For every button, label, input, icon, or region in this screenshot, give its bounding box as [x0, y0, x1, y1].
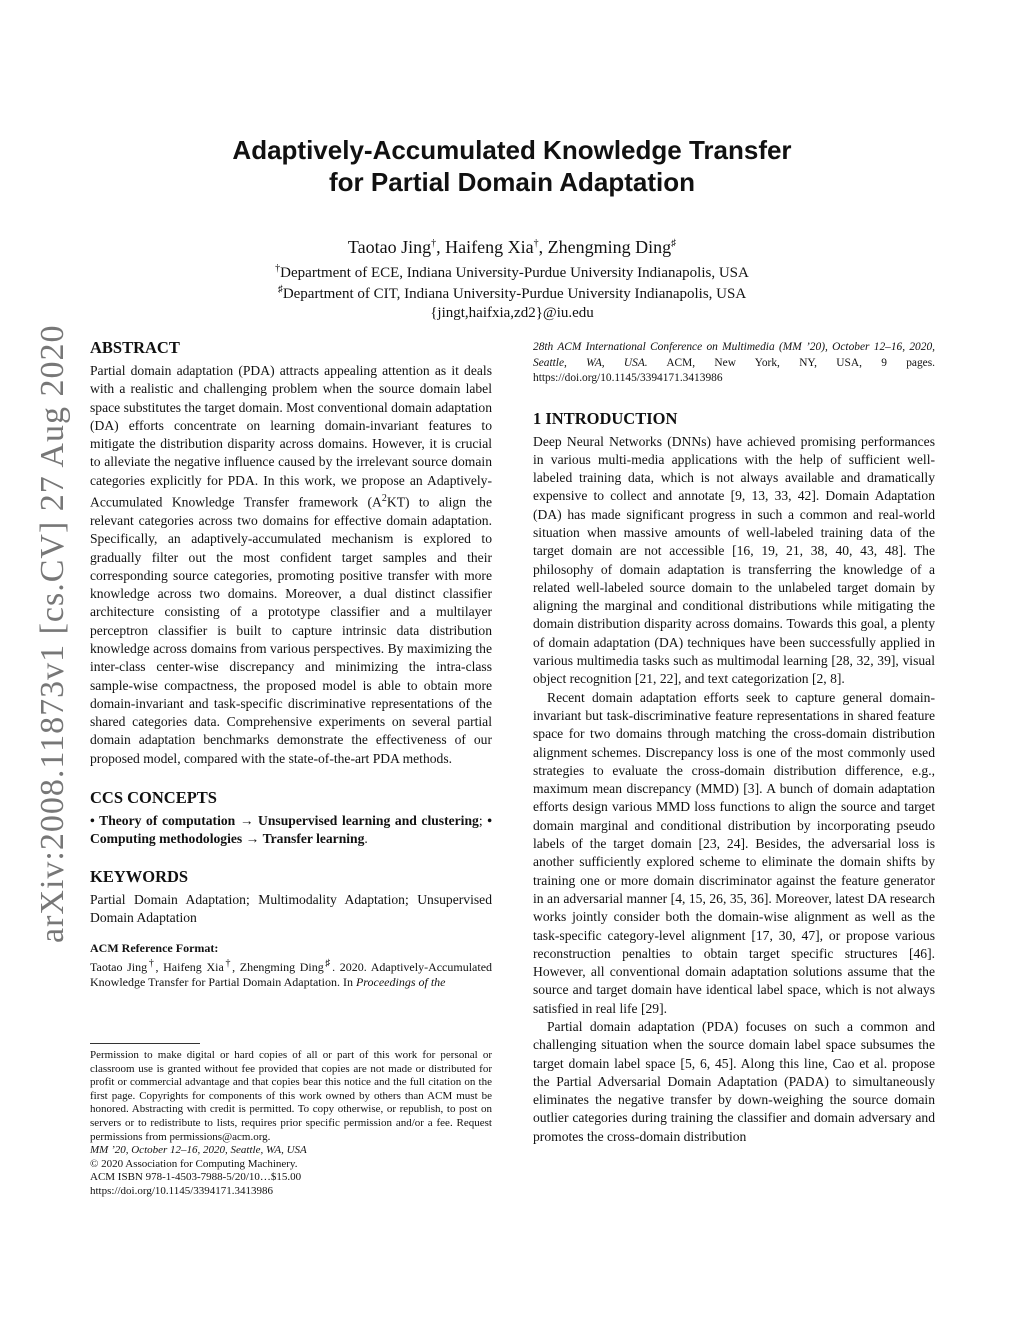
left-column	[90, 338, 492, 990]
right-column	[533, 340, 935, 1146]
author-list: Taotao Jing†, Haifeng Xia†, Zhengming Ding♯	[347, 237, 677, 257]
title-line-2: for Partial Domain Adaptation	[329, 167, 695, 197]
author-1: Taotao Jing	[347, 237, 432, 257]
ccs-text: • Theory of computation → Unsupervised learning and clustering; • Computing methodologies → Transfer learning.	[90, 813, 492, 847]
affiliation-1: †Department of ECE, Indiana University-Purdue University Indianapolis, USA	[275, 263, 749, 281]
paper-title	[0, 134, 1024, 198]
intro-paragraph-1: Deep Neural Networks (DNNs) have achieved promising performances in various multi-media applications with the help of sufficient well-labeled training data, which is not always available and dramatically expensive to collect and annotate [9, 13, 33, 42]. Domain Adaptation (DA) has made significant progress in such a common and real-world situation when massive amounts of well-labeled training data of the target domain are not accessible [16, 19, 21, 38, 40, 43, 48]. The philosophy of domain adaptation is transferring the knowledge of a related well-labeled source domain to the unlabeled target domain by aligning the marginal and conditional distributions while mitigating the domain distribution disparity across domains. Towards this goal, a plenty of domain adaptation (DA) techniques have been successfully applied in various multimedia tasks such as multimodal learning [28, 32, 39], visual object recognition [21, 22], and text categorization [2, 8].	[533, 433, 935, 687]
keywords-text: Partial Domain Adaptation; Multimodality Adaptation; Unsupervised Domain Adaptation	[90, 891, 492, 925]
intro-paragraph-3: Partial domain adaptation (PDA) focuses on such a common and challenging situation when the source domain label space subsumes the target domain label space [5, 6, 45]. Along this line, Cao et al. propose the Partial Adversarial Domain Adaptation (PADA) to simultaneously eliminates the negative transfer by down-weighing the source domain outlier categories during training the classifier and domain adversary and promotes the cross-domain distribution	[533, 1019, 935, 1144]
abstract-text: Partial domain adaptation (PDA) attracts appealing attention as it deals with a realistic and challenging problem when the source domain label space substitutes the target domain. Most conventional domain adaptation (DA) efforts concentrate on learning domain-invariant features to mitigate the distribution disparity across domains. However, it is crucial to alleviate the negative influence caused by the irrelevant source domain categories explicitly for PDA. In this work, we propose an Adaptively-Accumulated Knowledge Transfer framework $(A^2KT)$ to align the relevant categories across two domains for effective domain adaptation. Specifically, an adaptively-accumulated mechanism is explored to gradually filter out the most confident target samples and their corresponding source categories, promoting positive transfer with more knowledge across two domains. Moreover, a dual distinct classifier architecture consisting of a prototype classifier and a multilayer perceptron classifier is built to capture intrinsic data distribution knowledge across domains from various perspectives. By maximizing the inter-class center-wise discrepancy and minimizing the intra-class sample-wise compactness, the proposed model is able to obtain more domain-invariant and task-specific discriminative representations of the shared categories data. Comprehensive experiments on several partial domain adaptation benchmarks demonstrate the effectiveness of our proposed model, compared with the state-of-the-art PDA methods.	[90, 363, 492, 766]
intro-paragraph-2: Recent domain adaptation efforts seek to capture general domain-invariant but task-discriminative feature representations in shared feature space for two domains through matching the cross-domain distribution alignment schemes. Discrepancy loss is one of the most commonly used strategies to evaluate the cross-domain distribution difference, e.g., maximum mean discrepancy (MMD) [3]. A bunch of domain adaptation efforts design various MMD loss functions to align the source and target domain marginal and conditional distribution by incorporating pseudo labels of the target domain [23, 24]. Besides, the adversarial loss is another sufficiently explored scheme to eliminate the domain shifts by training one or more domain discriminator against the feature generator in an adversarial manner [4, 15, 26, 35, 36]. Moreover, latest DA research works jointly consider both the domain-wise alignment as well as the task-specific category-level alignment [17, 30, 47], or propose various reconstruction penalties to obtain target specific structures [46]. However, all conventional domain adaptation solutions assume that the source and target domain have identical label space, which is not always satisfied in real life [29].	[533, 689, 935, 1016]
arxiv-identifier: arXiv:2008.11873v1 [cs.CV] 27 Aug 2020	[34, 324, 71, 943]
acm-reference-continued: 28th ACM International Conference on Multimedia (MM ’20), October 12–16, 2020, Seattle, WA, USA. ACM, New York, NY, USA, 9 pages. https://doi.org/10.1145/3394171.3413986	[533, 341, 936, 384]
introduction-heading: 1 INTRODUCTION	[533, 408, 678, 428]
author-3: Zhengming Ding	[547, 237, 672, 257]
acm-reference: ACM Reference Format: Taotao Jing†, Haifeng Xia†, Zhengming Ding♯. 2020. Adaptively-Accumulated Knowledge Transfer for Partial Domain Adaptation. In Proceedings of the	[90, 941, 493, 990]
permission-footnote: Permission to make digital or hard copies of all or part of this work for personal or classroom use is granted without fee provided that copies are not made or distributed for profit or commercial advantage and that copies bear this notice and the full citation on the first page. Copyrights for components of this work owned by others than ACM must be honored. Abstracting with credit is permitted. To copy otherwise, or republish, to post on servers or to redistribute to lists, requires prior specific permission and/or a fee. Request permissions from permissions@acm.org. MM ’20, October 12–16, 2020, Seattle, WA, USA © 2020 Association for Computing Machinery. ACM ISBN 978-1-4503-7988-5/20/10…$15.00 https://doi.org/10.1145/3394171.3413986	[90, 1049, 492, 1197]
ccs-heading: CCS CONCEPTS	[90, 788, 217, 808]
author-email: {jingt,haifxia,zd2}@iu.edu	[430, 305, 594, 321]
abstract-heading: ABSTRACT	[90, 338, 180, 357]
title-line-1: Adaptively-Accumulated Knowledge Transfer	[232, 135, 792, 165]
author-2: Haifeng Xia	[445, 237, 534, 257]
affiliation-2: ♯Department of CIT, Indiana University-Purdue University Indianapolis, USA	[277, 284, 747, 302]
keywords-heading: KEYWORDS	[90, 866, 189, 886]
footnote-rule	[90, 1043, 200, 1044]
